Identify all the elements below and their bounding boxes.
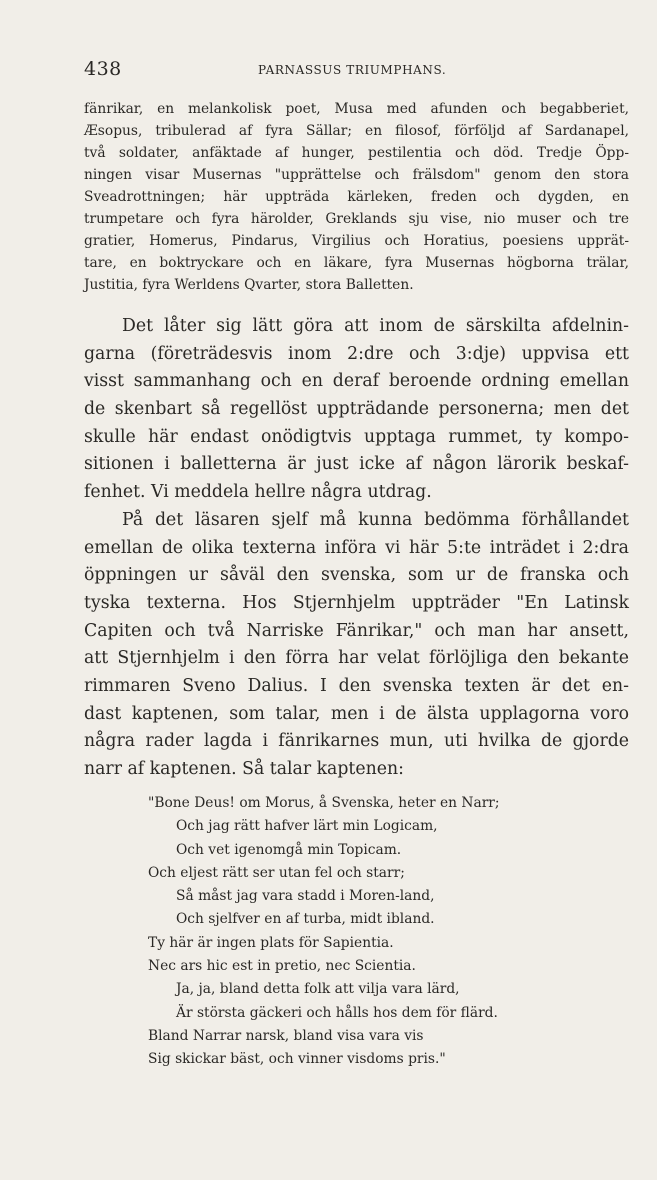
text-line: tare, en boktryckare och en läkare, fyra Musernas högborna trälar, xyxy=(84,255,629,271)
verse-line: Bland Narrar narsk, bland visa vara vis xyxy=(148,1027,424,1044)
text-line: På det läsaren sjelf må kunna bedömma förhållandet xyxy=(122,509,629,530)
text-line: skulle här endast onödigtvis upptaga rummet, ty kompo- xyxy=(84,426,629,447)
text-line: visst sammanhang och en deraf beroende ordning emellan xyxy=(84,371,629,392)
verse-line: Så måst jag vara stadd i Moren-land, xyxy=(176,888,435,905)
text-line: Justitia, fyra Werldens Qvarter, stora Balletten. xyxy=(84,277,414,293)
verse-line: Sig skickar bäst, och vinner visdoms pris." xyxy=(148,1051,446,1068)
text-line: fänrikar, en melankolisk poet, Musa med afunden och begabberiet, xyxy=(84,101,629,117)
text-line: narr af kaptenen. Så talar kaptenen: xyxy=(84,759,404,779)
text-line: de skenbart så regellöst uppträdande personerna; men det xyxy=(84,399,629,420)
text-line: rimmaren Sveno Dalius. I den svenska texten är det en- xyxy=(84,675,629,696)
text-line: gratier, Homerus, Pindarus, Virgilius och Horatius, poesiens upprät- xyxy=(84,233,629,249)
page-number: 438 xyxy=(84,58,122,80)
verse-quotation xyxy=(148,792,618,1072)
text-line: garna (företrädesvis inom 2:dre och 3:dje) uppvisa ett xyxy=(84,343,629,364)
text-line: några rader lagda i fänrikarnes mun, uti hvilka de gjorde xyxy=(84,731,629,752)
verse-line: Ty här är ingen plats för Sapientia. xyxy=(148,934,394,951)
text-line: Capiten och två Narriske Fänrikar," och man har ansett, xyxy=(84,620,629,641)
verse-line: "Bone Deus! om Morus, å Svenska, heter en Narr; xyxy=(148,795,500,811)
verse-line: Nec ars hic est in pretio, nec Scientia. xyxy=(148,958,416,975)
small-print-paragraph xyxy=(84,98,629,296)
text-line: två soldater, anfäktade af hunger, pestilentia och död. Tredje Öpp- xyxy=(84,145,629,161)
text-line: öppningen ur såväl den svenska, som ur de franska och xyxy=(84,565,629,586)
verse-line: Ja, ja, bland detta folk att vilja vara lärd, xyxy=(176,981,460,998)
text-line: sitionen i balletterna är just icke af någon lärorik beskaf- xyxy=(84,454,629,475)
main-text xyxy=(84,313,629,784)
verse-line: Är största gäckeri och hålls hos dem för flärd. xyxy=(176,1004,498,1021)
text-line: tyska texterna. Hos Stjernhjelm uppträder "En Latinsk xyxy=(84,592,629,613)
text-line: trumpetare och fyra härolder, Greklands sju vise, nio muser och tre xyxy=(84,211,629,227)
text-line: dast kaptenen, som talar, men i de älsta upplagorna voro xyxy=(84,703,629,724)
text-line: ningen visar Musernas "upprättelse och frälsdom" genom den stora xyxy=(84,167,629,183)
page-header xyxy=(84,58,629,82)
verse-line: Och vet igenomgå min Topicam. xyxy=(176,841,402,858)
text-line: fenhet. Vi meddela hellre några utdrag. xyxy=(84,482,432,503)
text-line: Sveadrottningen; här uppträda kärleken, freden och dygden, en xyxy=(84,189,629,205)
text-line: Det låter sig lätt göra att inom de särskilta afdelnin- xyxy=(122,316,629,336)
verse-line: Och sjelfver en af turba, midt ibland. xyxy=(176,911,435,928)
running-head: PARNASSUS TRIUMPHANS. xyxy=(258,63,447,77)
verse-line: Och jag rätt hafver lärt min Logicam, xyxy=(176,818,438,835)
text-line: att Stjernhjelm i den förra har velat förlöjliga den bekante xyxy=(84,648,629,669)
text-line: Æsopus, tribulerad af fyra Sällar; en filosof, förföljd af Sardanapel, xyxy=(84,123,629,139)
text-line: emellan de olika texterna införa vi här 5:te inträdet i 2:dra xyxy=(84,537,629,558)
verse-line: Och eljest rätt ser utan fel och starr; xyxy=(148,864,405,881)
